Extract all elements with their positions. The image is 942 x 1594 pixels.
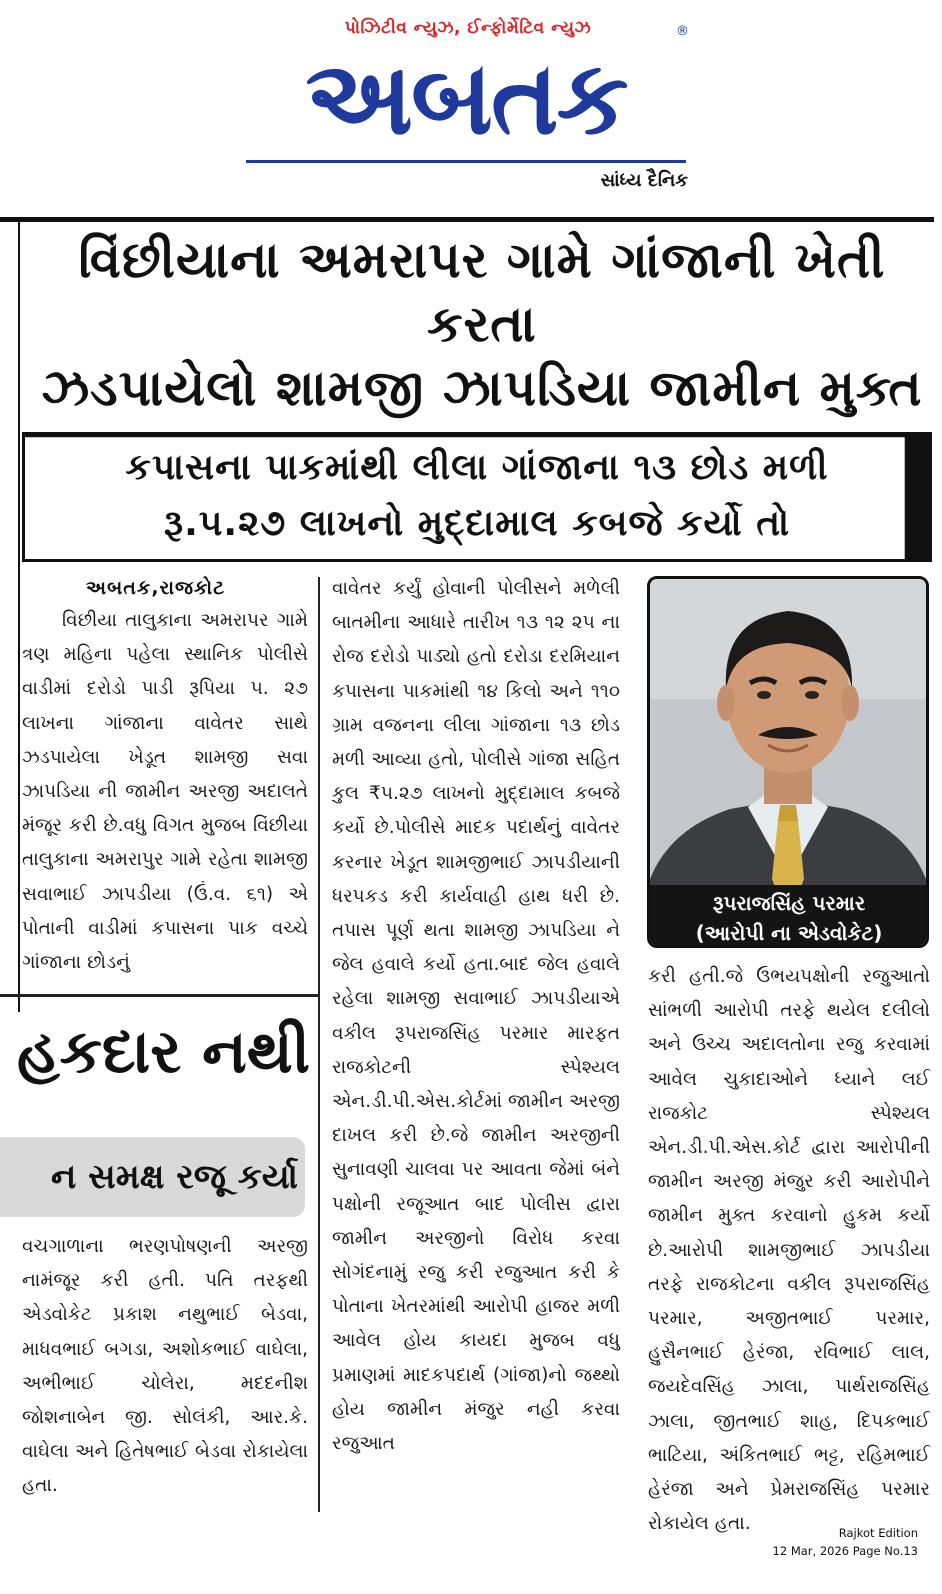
masthead-tagline: પોઝિટીવ ન્યુઝ, ઈન્ફોર્મેટિવ ન્યુઝ xyxy=(344,18,592,38)
masthead-logo: અબતક xyxy=(305,39,627,158)
article-headline xyxy=(22,228,942,420)
column-divider xyxy=(318,577,320,1512)
edition-info xyxy=(760,1524,918,1560)
logo-underline xyxy=(246,160,686,163)
fragment-headline: હકદાર નથી xyxy=(16,1017,310,1087)
caption-name: રૂપરાજસિંહ પરમાર xyxy=(712,891,866,915)
article-column-3 xyxy=(648,960,930,1541)
deck-line-1: કપાસના પાકમાંથી લીલા ગાંજાના ૧૩ છોડ મળી xyxy=(125,447,829,488)
article-dateline: અબતક,રાજકોટ xyxy=(86,577,226,599)
column-3-text: કરી હતી.જે ઉભયપક્ષોની રજુઆતો સાંભળી આરોપી તરફે થયેલ દલીલો અને ઉચ્ચ અદાલતોના રજુ કરવામાં આવેલ ચુકાદાઓને ધ્યાને લઈ રાજકોટ સ્પેશ્યલ એન.ડી.પી.એસ.કોર્ટ દ્વારા આરોપીની જામીન અરજી મંજુર કરી આરોપીને જામીન મુક્ત કરવાનો હુકમ કર્યો છે.આરોપી શામજીભાઈ ઝાપડીયા તરફે રાજકોટના વકીલ રૂપરાજસિંહ પરમાર, અજીતભાઈ પરમાર, હુસૈનભાઈ હેરંજા, રવિભાઈ લાલ, જયદેવસિંહ ઝાલા, પાર્થરાજસિંહ ઝાલા, જીતભાઈ શાહ, દિપકભાઈ ભાટિયા, અંકિતભાઈ ભટ્ટ, રહિમભાઈ હેરંજા અને પ્રેમરાજસિંહ પરમાર રોકાયેલ હતા. xyxy=(648,966,930,1535)
registered-mark: ® xyxy=(676,24,689,39)
fragment-column xyxy=(22,1230,308,1504)
edition-date-page: 12 Mar, 2026 Page No.13 xyxy=(772,1544,918,1558)
photo-caption xyxy=(660,888,918,948)
article-deck xyxy=(40,440,914,552)
deck-line-2: રૂ.૫.૨૭ લાખનો મુદ્દામાલ કબજે કર્યો તો xyxy=(163,503,791,544)
caption-role: (આરોપી ના એડવોકેટ) xyxy=(695,921,883,945)
article-frame-left xyxy=(18,222,20,1012)
article-column-1 xyxy=(22,604,308,980)
article-column-2 xyxy=(332,572,620,1461)
headline-line-1: વિંછીયાના અમરાપર ગામે ગાંજાની ખેતી કરતા xyxy=(78,231,886,353)
fragment-deck: ન સમક્ષ રજૂ કર્યા xyxy=(51,1157,298,1197)
article-frame-top xyxy=(0,217,934,222)
headline-line-2: ઝડપાયેલો શામજી ઝાપડિયા જામીન મુક્ત xyxy=(41,359,923,417)
fragment-column-text: વચગાળાના ભરણપોષણની અરજી નામંજૂર કરી હતી. પતિ તરફથી એડવોકેટ પ્રકાશ નથુભાઈ બેડવા, માધવભાઈ બગડા, અશોકભાઈ વાઘેલા, અભીભાઈ ચોલેરા, મદદનીશ જોશનાબેન જી. સોલંકી, આર.કે. વાઘેલા અને હિતેષભાઈ બેડવા રોકાયેલા હતા. xyxy=(22,1236,308,1497)
masthead-subtitle: સાંધ્ય દૈનિક xyxy=(600,170,688,191)
edition-name: Rajkot Edition xyxy=(838,1526,918,1540)
column-2-text: વાવેતર કર્યું હોવાની પોલીસને મળેલી બાતમીના આધારે તારીખ ૧૩ ૧૨ ૨૫ ના રોજ દરોડો પાડ્યો હતો દરોડા દરમિયાન કપાસના પાકમાંથી ૧૪ કિલો અને ૧૧૦ ગ્રામ વજનના લીલા ગાંજાના ૧૩ છોડ મળી આવ્યા હતો, પોલીસે ગાંજા સહિત કુલ ₹૫.૨૭ લાખનો મુદ્દામાલ કબજે કર્યો છે.પોલીસે માદક પદાર્થનું વાવેતર કરનાર ખેડૂત શામજીભાઈ ઝાપડીયાની ધરપકડ કરી કાર્યવાહી હાથ ધરી છે. તપાસ પૂર્ણ થતા શામજી ઝાપડિયા ને જેલ હવાલે કર્યો હતા.બાદ જેલ હવાલે રહેલા શામજી સવાભાઈ ઝાપડીયાએ વકીલ રૂપરાજસિંહ પરમાર મારફત રાજકોટની સ્પેશ્યલ એન.ડી.પી.એસ.કોર્ટમાં જામીન અરજી દાખલ કરી છે.જે જામીન અરજીની સુનાવણી ચાલવા પર આવતા જેમાં બંને પક્ષોની રજૂઆત બાદ પોલીસ દ્વારા જામીન અરજીનો વિરોધ કરવા સોગંદનામું રજુ કરી રજુઆત કરી કે પોતાના ખેતરમાંથી આરોપી હાજર મળી આવેલ હોય કાયદા મુજબ વધુ પ્રમાણમાં માદકપદાર્થ (ગાંજા)નો જથ્થો હોય જામીન મંજુર નહી કરવા રજુઆત xyxy=(332,578,620,1455)
fragment-top-rule xyxy=(0,994,318,997)
column-1-text: વિછીયા તાલુકાના અમરાપર ગામે ત્રણ મહિના પહેલા સ્થાનિક પોલીસે વાડીમાં દરોડો પાડી રૂપિયા ૫. ૨૭ લાખના ગાંજાના વાવેતર સાથે ઝડપાયેલા ખેડૂત શામજી સવા ઝાપડિયા ની જામીન અરજી અદાલતે મંજૂર કરી છે.વધુ વિગત મુજબ વિંછીયા તાલુકાના અમરાપુર ગામે રહેતા શામજી સવાભાઈ ઝાપડીયા (ઉં.વ. ૬૧) એ પોતાની વાડીમાં કપાસના પાક વચ્ચે ગાંજાના છોડનું xyxy=(22,610,308,974)
